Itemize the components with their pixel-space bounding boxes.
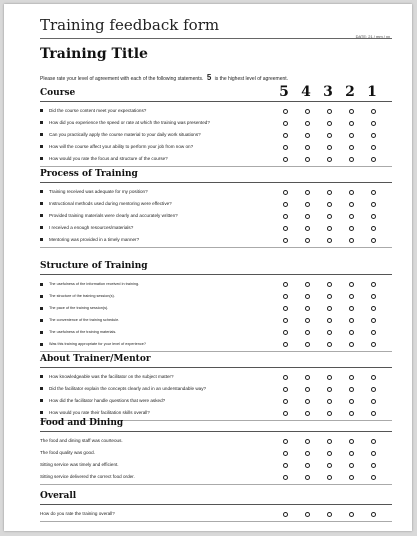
rating-radio-3[interactable] bbox=[327, 463, 332, 468]
section-title: Course bbox=[40, 88, 392, 102]
rating-options bbox=[274, 302, 384, 314]
rating-radio-1[interactable] bbox=[371, 109, 376, 114]
rating-radio-4[interactable] bbox=[305, 330, 310, 335]
rating-radio-2[interactable] bbox=[349, 306, 354, 311]
rating-radio-2[interactable] bbox=[349, 226, 354, 231]
rating-radio-2[interactable] bbox=[349, 133, 354, 138]
rating-radio-3[interactable] bbox=[327, 387, 332, 392]
rating-radio-2[interactable] bbox=[349, 387, 354, 392]
question-text: How knowledgeable was the facilitator on the subject matter? bbox=[49, 374, 174, 379]
rating-radio-2[interactable] bbox=[349, 475, 354, 480]
bullet-icon bbox=[40, 214, 43, 217]
rating-options bbox=[274, 338, 384, 350]
scale-label: 1 bbox=[367, 84, 377, 100]
rating-radio-2[interactable] bbox=[349, 512, 354, 517]
rating-radio-3[interactable] bbox=[327, 306, 332, 311]
bullet-icon bbox=[40, 331, 43, 334]
rating-options bbox=[274, 198, 384, 210]
section-structure-of-training bbox=[40, 261, 392, 352]
rating-radio-1[interactable] bbox=[371, 463, 376, 468]
question-row bbox=[40, 314, 392, 326]
rating-radio-4[interactable] bbox=[305, 342, 310, 347]
rating-radio-2[interactable] bbox=[349, 294, 354, 299]
rating-radio-3[interactable] bbox=[327, 451, 332, 456]
rating-radio-3[interactable] bbox=[327, 109, 332, 114]
rating-radio-2[interactable] bbox=[349, 463, 354, 468]
question-row bbox=[40, 371, 392, 383]
question-row bbox=[40, 278, 392, 290]
question-text: Did the facilitator explain the concepts clearly and in an understandable way? bbox=[49, 386, 207, 391]
rating-radio-2[interactable] bbox=[349, 439, 354, 444]
rating-options bbox=[274, 326, 384, 338]
bullet-icon bbox=[40, 375, 43, 378]
question-text: The pace of the training session(s). bbox=[49, 306, 109, 310]
rating-options bbox=[274, 105, 384, 117]
question-text: Did the course content meet your expectations? bbox=[49, 108, 147, 113]
question-row bbox=[40, 153, 392, 165]
rating-radio-2[interactable] bbox=[349, 451, 354, 456]
rating-radio-5[interactable] bbox=[283, 512, 288, 517]
rating-options bbox=[274, 395, 384, 407]
scale-label: 4 bbox=[301, 84, 311, 100]
question-text: Instructional methods used during mentoring were effective? bbox=[49, 201, 172, 206]
bullet-icon bbox=[40, 109, 43, 112]
scale-label: 3 bbox=[323, 84, 333, 100]
rating-radio-5[interactable] bbox=[283, 306, 288, 311]
rating-radio-1[interactable] bbox=[371, 439, 376, 444]
rating-radio-3[interactable] bbox=[327, 399, 332, 404]
rating-radio-3[interactable] bbox=[327, 226, 332, 231]
rating-radio-5[interactable] bbox=[283, 439, 288, 444]
bullet-icon bbox=[40, 295, 43, 298]
rating-radio-2[interactable] bbox=[349, 330, 354, 335]
rating-radio-3[interactable] bbox=[327, 342, 332, 347]
rating-radio-3[interactable] bbox=[327, 133, 332, 138]
rating-radio-3[interactable] bbox=[327, 214, 332, 219]
bullet-icon bbox=[40, 202, 43, 205]
question-row bbox=[40, 210, 392, 222]
section-title: Overall bbox=[40, 491, 392, 505]
bullet-icon bbox=[40, 190, 43, 193]
rating-radio-2[interactable] bbox=[349, 157, 354, 162]
section-divider bbox=[40, 521, 392, 522]
rating-radio-2[interactable] bbox=[349, 121, 354, 126]
rating-radio-5[interactable] bbox=[283, 145, 288, 150]
question-text: I received a enough resources/materials? bbox=[49, 225, 134, 230]
rating-radio-5[interactable] bbox=[283, 330, 288, 335]
section-divider bbox=[40, 247, 392, 248]
rating-radio-3[interactable] bbox=[327, 411, 332, 416]
question-row bbox=[40, 222, 392, 234]
bullet-icon bbox=[40, 411, 43, 414]
rating-radio-1[interactable] bbox=[371, 282, 376, 287]
section-title: Food and Dining bbox=[40, 418, 392, 432]
rating-radio-2[interactable] bbox=[349, 238, 354, 243]
rating-radio-1[interactable] bbox=[371, 330, 376, 335]
rating-radio-1[interactable] bbox=[371, 411, 376, 416]
rating-radio-4[interactable] bbox=[305, 294, 310, 299]
rating-radio-1[interactable] bbox=[371, 133, 376, 138]
rating-radio-5[interactable] bbox=[283, 238, 288, 243]
question-text: How would you rate their facilitation skills overall? bbox=[49, 410, 150, 415]
rating-radio-5[interactable] bbox=[283, 214, 288, 219]
rating-radio-4[interactable] bbox=[305, 463, 310, 468]
rating-radio-2[interactable] bbox=[349, 282, 354, 287]
question-text: Training received was adequate for my position? bbox=[49, 189, 148, 194]
question-text: The structure of the training session(s). bbox=[49, 294, 115, 298]
rating-radio-5[interactable] bbox=[283, 475, 288, 480]
rating-radio-4[interactable] bbox=[305, 214, 310, 219]
question-text: The usefulness of the information received in training. bbox=[49, 282, 140, 286]
rating-radio-5[interactable] bbox=[283, 282, 288, 287]
bullet-icon bbox=[40, 133, 43, 136]
rating-radio-5[interactable] bbox=[283, 451, 288, 456]
bullet-icon bbox=[40, 387, 43, 390]
rating-radio-4[interactable] bbox=[305, 282, 310, 287]
bullet-icon bbox=[40, 283, 43, 286]
question-text: Can you practically apply the course material to your daily work situations? bbox=[49, 132, 201, 137]
rating-radio-4[interactable] bbox=[305, 451, 310, 456]
rating-radio-4[interactable] bbox=[305, 145, 310, 150]
bullet-icon bbox=[40, 121, 43, 124]
rating-options bbox=[274, 186, 384, 198]
question-row bbox=[40, 105, 392, 117]
rating-radio-4[interactable] bbox=[305, 306, 310, 311]
rating-radio-1[interactable] bbox=[371, 342, 376, 347]
rating-radio-4[interactable] bbox=[305, 439, 310, 444]
rating-radio-4[interactable] bbox=[305, 399, 310, 404]
rating-options bbox=[274, 471, 384, 483]
training-title: Training Title bbox=[40, 46, 148, 62]
question-row bbox=[40, 198, 392, 210]
scale-label: 5 bbox=[279, 84, 289, 100]
rating-radio-5[interactable] bbox=[283, 190, 288, 195]
form-page bbox=[4, 4, 412, 531]
rating-radio-3[interactable] bbox=[327, 202, 332, 207]
question-text: How did the facilitator handle questions that were asked? bbox=[49, 398, 166, 403]
rating-radio-3[interactable] bbox=[327, 375, 332, 380]
rating-radio-5[interactable] bbox=[283, 109, 288, 114]
question-row bbox=[40, 186, 392, 198]
rating-radio-4[interactable] bbox=[305, 157, 310, 162]
rating-radio-1[interactable] bbox=[371, 475, 376, 480]
question-text: Mentoring was provided in a timely manner? bbox=[49, 237, 140, 242]
question-row bbox=[40, 117, 392, 129]
question-row bbox=[40, 471, 392, 483]
rating-radio-1[interactable] bbox=[371, 157, 376, 162]
question-row bbox=[40, 435, 392, 447]
rating-radio-5[interactable] bbox=[283, 399, 288, 404]
rating-radio-1[interactable] bbox=[371, 387, 376, 392]
question-row bbox=[40, 383, 392, 395]
rating-radio-1[interactable] bbox=[371, 451, 376, 456]
rating-options bbox=[274, 447, 384, 459]
question-text: The food quality was good. bbox=[40, 450, 95, 455]
section-divider bbox=[40, 351, 392, 352]
rating-radio-1[interactable] bbox=[371, 202, 376, 207]
rating-radio-4[interactable] bbox=[305, 190, 310, 195]
question-text: How will the course affect your ability to perform your job from now on? bbox=[49, 144, 194, 149]
rating-radio-1[interactable] bbox=[371, 190, 376, 195]
rating-options bbox=[274, 117, 384, 129]
rating-radio-4[interactable] bbox=[305, 133, 310, 138]
instructions-highest-value: 5 bbox=[206, 73, 212, 82]
rating-radio-3[interactable] bbox=[327, 157, 332, 162]
rating-radio-5[interactable] bbox=[283, 411, 288, 416]
question-text: How do you rate the training overall? bbox=[40, 511, 115, 516]
rating-radio-4[interactable] bbox=[305, 318, 310, 323]
question-row bbox=[40, 395, 392, 407]
rating-radio-4[interactable] bbox=[305, 238, 310, 243]
question-text: How would you rate the focus and structure of the course? bbox=[49, 156, 168, 161]
rating-radio-1[interactable] bbox=[371, 121, 376, 126]
instructions-text-end: is the highest level of agreement. bbox=[214, 76, 289, 82]
rating-radio-4[interactable] bbox=[305, 512, 310, 517]
question-text: The convenience of the training schedule. bbox=[49, 318, 120, 322]
rating-radio-2[interactable] bbox=[349, 399, 354, 404]
rating-radio-3[interactable] bbox=[327, 475, 332, 480]
rating-options bbox=[274, 290, 384, 302]
question-text: The food and dining staff was courteous. bbox=[40, 438, 123, 443]
bullet-icon bbox=[40, 319, 43, 322]
bullet-icon bbox=[40, 157, 43, 160]
section-about-trainer-mentor bbox=[40, 354, 392, 421]
rating-radio-5[interactable] bbox=[283, 342, 288, 347]
section-title: Structure of Training bbox=[40, 261, 392, 275]
rating-radio-1[interactable] bbox=[371, 145, 376, 150]
section-course bbox=[40, 88, 392, 167]
rating-options bbox=[274, 383, 384, 395]
bullet-icon bbox=[40, 399, 43, 402]
rating-radio-5[interactable] bbox=[283, 387, 288, 392]
rating-options bbox=[274, 459, 384, 471]
rating-radio-1[interactable] bbox=[371, 226, 376, 231]
rating-radio-4[interactable] bbox=[305, 226, 310, 231]
rating-radio-2[interactable] bbox=[349, 411, 354, 416]
section-title: Process of Training bbox=[40, 169, 392, 183]
section-process-of-training bbox=[40, 169, 392, 248]
rating-radio-1[interactable] bbox=[371, 294, 376, 299]
bullet-icon bbox=[40, 238, 43, 241]
question-text: The usefulness of the training materials. bbox=[49, 330, 117, 334]
question-row bbox=[40, 508, 392, 520]
rating-radio-1[interactable] bbox=[371, 306, 376, 311]
rating-options bbox=[274, 222, 384, 234]
rating-options bbox=[274, 153, 384, 165]
question-row bbox=[40, 302, 392, 314]
rating-radio-4[interactable] bbox=[305, 411, 310, 416]
rating-radio-5[interactable] bbox=[283, 375, 288, 380]
date-label: DATE: 21 / mm / yy bbox=[355, 34, 390, 39]
rating-radio-3[interactable] bbox=[327, 238, 332, 243]
rating-radio-1[interactable] bbox=[371, 214, 376, 219]
rating-radio-5[interactable] bbox=[283, 133, 288, 138]
rating-radio-4[interactable] bbox=[305, 387, 310, 392]
rating-radio-2[interactable] bbox=[349, 318, 354, 323]
rating-options bbox=[274, 314, 384, 326]
rating-radio-2[interactable] bbox=[349, 342, 354, 347]
question-row bbox=[40, 290, 392, 302]
question-text: Sitting service was timely and efficient. bbox=[40, 462, 119, 467]
rating-options bbox=[274, 210, 384, 222]
question-text: How did you experience the speed or rate at which the training was presented? bbox=[49, 120, 210, 125]
question-row bbox=[40, 141, 392, 153]
rating-radio-3[interactable] bbox=[327, 145, 332, 150]
question-row bbox=[40, 459, 392, 471]
section-overall bbox=[40, 491, 392, 522]
rating-radio-1[interactable] bbox=[371, 238, 376, 243]
rating-options bbox=[274, 371, 384, 383]
instructions-text: Please rate your level of agreement with each of the following statements. bbox=[40, 76, 204, 82]
rating-radio-4[interactable] bbox=[305, 109, 310, 114]
section-title: About Trainer/Mentor bbox=[40, 354, 392, 368]
question-text: Sitting service delivered the correct food order. bbox=[40, 474, 135, 479]
question-row bbox=[40, 326, 392, 338]
rating-radio-3[interactable] bbox=[327, 330, 332, 335]
rating-radio-2[interactable] bbox=[349, 375, 354, 380]
rating-options bbox=[274, 141, 384, 153]
bullet-icon bbox=[40, 307, 43, 310]
rating-radio-2[interactable] bbox=[349, 190, 354, 195]
rating-radio-2[interactable] bbox=[349, 214, 354, 219]
rating-radio-3[interactable] bbox=[327, 318, 332, 323]
bullet-icon bbox=[40, 226, 43, 229]
question-row bbox=[40, 234, 392, 246]
rating-radio-4[interactable] bbox=[305, 475, 310, 480]
question-text: Provided training materials were clearly and accurately written? bbox=[49, 213, 178, 218]
bullet-icon bbox=[40, 145, 43, 148]
rating-radio-1[interactable] bbox=[371, 375, 376, 380]
scale-label: 2 bbox=[345, 84, 355, 100]
rating-radio-2[interactable] bbox=[349, 145, 354, 150]
rating-radio-5[interactable] bbox=[283, 318, 288, 323]
question-text: Was this training appropriate for your level of experience? bbox=[49, 342, 146, 346]
rating-options bbox=[274, 508, 384, 520]
rating-radio-5[interactable] bbox=[283, 463, 288, 468]
rating-radio-2[interactable] bbox=[349, 109, 354, 114]
instructions bbox=[40, 73, 288, 82]
question-row bbox=[40, 129, 392, 141]
rating-radio-1[interactable] bbox=[371, 318, 376, 323]
rating-radio-3[interactable] bbox=[327, 190, 332, 195]
rating-radio-5[interactable] bbox=[283, 226, 288, 231]
rating-radio-2[interactable] bbox=[349, 202, 354, 207]
rating-radio-4[interactable] bbox=[305, 121, 310, 126]
question-row bbox=[40, 447, 392, 459]
section-food-and-dining bbox=[40, 418, 392, 485]
rating-radio-1[interactable] bbox=[371, 399, 376, 404]
section-divider bbox=[40, 166, 392, 167]
rating-radio-3[interactable] bbox=[327, 512, 332, 517]
rating-radio-4[interactable] bbox=[305, 202, 310, 207]
rating-options bbox=[274, 278, 384, 290]
rating-radio-3[interactable] bbox=[327, 439, 332, 444]
rating-radio-1[interactable] bbox=[371, 512, 376, 517]
rating-radio-5[interactable] bbox=[283, 121, 288, 126]
rating-radio-4[interactable] bbox=[305, 375, 310, 380]
section-divider bbox=[40, 484, 392, 485]
rating-options bbox=[274, 129, 384, 141]
title-divider bbox=[40, 38, 392, 39]
bullet-icon bbox=[40, 343, 43, 346]
rating-radio-3[interactable] bbox=[327, 294, 332, 299]
rating-options bbox=[274, 435, 384, 447]
rating-radio-5[interactable] bbox=[283, 294, 288, 299]
rating-radio-3[interactable] bbox=[327, 121, 332, 126]
rating-radio-5[interactable] bbox=[283, 202, 288, 207]
rating-radio-3[interactable] bbox=[327, 282, 332, 287]
question-row bbox=[40, 338, 392, 350]
rating-options bbox=[274, 234, 384, 246]
document-title: Training feedback form bbox=[40, 16, 220, 34]
rating-radio-5[interactable] bbox=[283, 157, 288, 162]
